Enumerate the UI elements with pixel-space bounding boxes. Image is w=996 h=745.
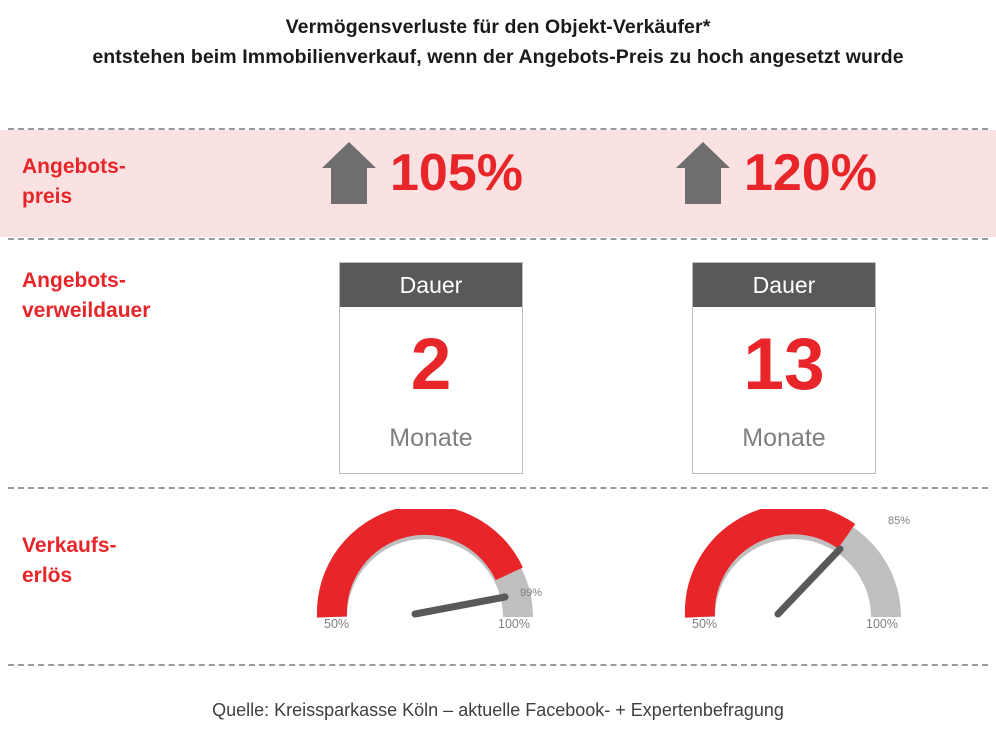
calendar-header-1: Dauer bbox=[340, 263, 522, 307]
calendar-card-scenario-1 bbox=[339, 262, 523, 474]
row-label-offer-duration bbox=[22, 266, 150, 326]
calendar-months-unit-2: Monate bbox=[742, 424, 826, 452]
calendar-months-value-1: 2 bbox=[410, 324, 452, 405]
source-note: Quelle: Kreissparkasse Köln – aktuelle Facebook- + Expertenbefragung bbox=[212, 700, 784, 720]
title-line-2: entstehen beim Immobilienverkauf, wenn der Angebots-Preis zu hoch angesetzt wurde bbox=[92, 46, 904, 68]
house-roof-shape bbox=[676, 142, 730, 168]
gauge-tick-max-1: 100% bbox=[498, 617, 530, 631]
price-value-1: 105% bbox=[390, 144, 523, 202]
gauge-scenario-2 bbox=[668, 509, 918, 645]
price-cell-scenario-1 bbox=[322, 142, 523, 204]
calendar-months-unit-1: Monate bbox=[389, 424, 473, 452]
row-label-offer-price-line1: Angebots- bbox=[22, 155, 126, 178]
house-icon bbox=[322, 142, 376, 204]
house-icon bbox=[676, 142, 730, 204]
gauge-needle-1 bbox=[415, 597, 505, 614]
calendar-header-2: Dauer bbox=[693, 263, 875, 307]
gauge-needle-2 bbox=[778, 549, 840, 614]
price-value-2: 120% bbox=[744, 144, 877, 202]
gauge-scenario-1 bbox=[300, 509, 550, 645]
house-roof-shape bbox=[322, 142, 376, 168]
gauge-value-label-2: 85% bbox=[887, 515, 910, 527]
row-label-sales-proceeds-line1: Verkaufs- bbox=[22, 534, 117, 557]
gauge-tick-min-2: 50% bbox=[692, 617, 718, 631]
gauge-dial-2 bbox=[668, 509, 918, 629]
divider-bottom bbox=[8, 664, 988, 666]
row-label-offer-duration-line1: Angebots- bbox=[22, 269, 126, 292]
gauge-dial-1 bbox=[300, 509, 550, 629]
price-cell-scenario-2 bbox=[676, 142, 877, 204]
title-line-1: Vermögensverluste für den Objekt-Verkäufer* bbox=[285, 16, 711, 38]
page-title bbox=[0, 0, 996, 72]
row-label-sales-proceeds bbox=[22, 531, 117, 591]
calendar-months-value-2: 13 bbox=[743, 324, 825, 405]
row-label-sales-proceeds-line2: erlös bbox=[22, 564, 73, 587]
house-body-shape bbox=[685, 167, 721, 204]
row-label-offer-duration-line2: verweildauer bbox=[22, 299, 151, 322]
row-offer-duration bbox=[0, 240, 996, 486]
gauge-value-label-1: 99% bbox=[519, 587, 542, 599]
row-label-offer-price-line2: preis bbox=[22, 185, 73, 208]
gauge-tick-max-2: 100% bbox=[866, 617, 898, 631]
row-offer-price bbox=[0, 130, 996, 237]
gauge-tick-min-1: 50% bbox=[324, 617, 350, 631]
calendar-card-scenario-2 bbox=[692, 262, 876, 474]
row-label-offer-price bbox=[22, 152, 126, 212]
house-body-shape bbox=[331, 167, 367, 204]
row-sales-proceeds bbox=[0, 489, 996, 663]
